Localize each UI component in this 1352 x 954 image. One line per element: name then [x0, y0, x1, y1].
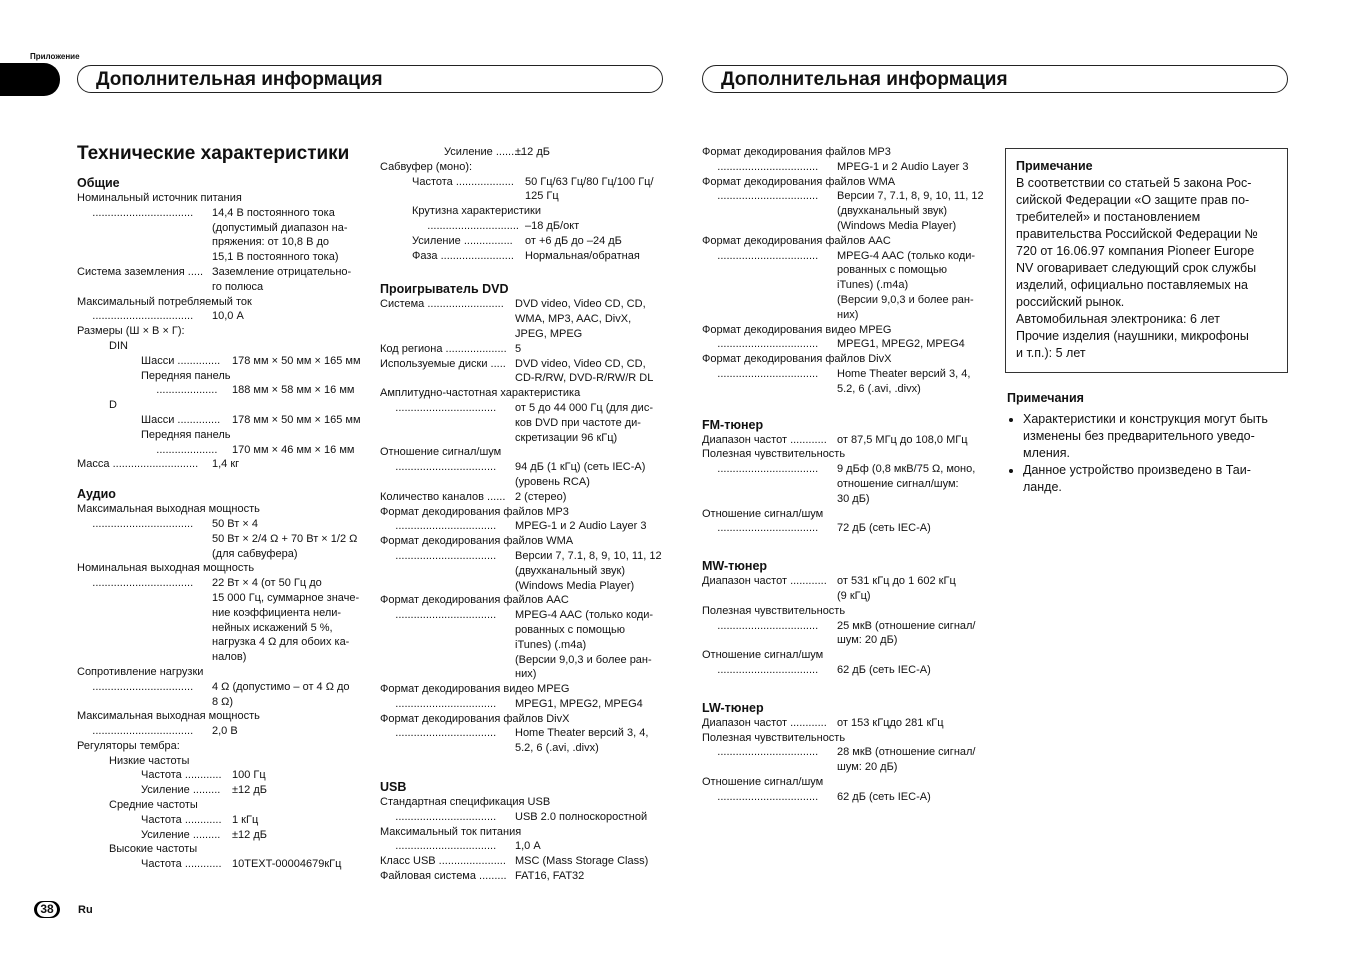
- spec-label: Номинальная выходная мощность: [77, 562, 255, 575]
- note-line: Автомобильная электроника: 6 лет: [1016, 312, 1220, 326]
- spec-value: 5: [515, 342, 522, 355]
- spec-label: Шасси: [141, 413, 175, 426]
- spec-value: (для сабвуфера): [212, 547, 298, 560]
- spec-label: Максимальная выходная мощность: [77, 503, 260, 516]
- spec-label: Стандартная спецификация USB: [380, 796, 551, 809]
- usb-title: USB: [380, 780, 407, 795]
- note-line: Прочие изделия (наушники, микрофоны: [1016, 329, 1249, 343]
- column-2: Усиление ......... ±12 дБ Сабвуфер (моно): Частота ................... 50 Гц/63 Гц/80 Гц/100 Гц/ 125 Гц Крутизна характеристики .............................. –18 дБ/окт Усиление ................ от +6 дБ до –24 дБ Фаза ........................ Нормальная/обратная Проигрыватель DVD Система ......................... DVD video, Video CD, CD, WMA, MP3, AAC, DivX, JPEG, MPEG Код региона .................... 5 Используемые диски ..... DVD video, Video CD, CD, CD-R/RW, DVD-R/RW/R DL Амплитудно-частотная характеристика ................................. от 5 до 44 000 Гц (для дис- ков DVD при частоте ди- скретизации 96 кГц) Отношение сигнал/шум ................................. 94 дБ (1 кГц) (сеть IEC-A) (уровень RCA) Количество каналов ...... 2 (стерео) Формат декодирования файлов MP3 ................................. MPEG-1 и 2 Audio Layer 3 Формат декодирования файлов WMA ................................. Версии 7, 7.1, 8, 9, 10, 11, 12 (двухканальный звук) (Windows Media Player) Формат декодирования файлов AAC ................................. MPEG-4 AAC (только коди- рованных с помощью iTunes) (.m4a) (Версии 9,0,3 и более ран- них) Формат декодирования видео MPEG ................................. MPEG1, MPEG2, MPEG4 Формат декодирования файлов DivX ................................. Home Theater версий 3, 4, 5.2, 6 (.avi, .divx) USB Стандартная спецификация USB ................................. USB 2.0 полноскоростной Максимальный ток питания ................................. 1,0 А Класс USB ...................... MSC (Mass Storage Class) Файловая система ......... FAT16, FAT32: [380, 145, 665, 884]
- general-title: Общие: [77, 176, 120, 190]
- spec-label: Формат декодирования файлов DivX: [702, 353, 892, 366]
- note-line: 720 от 16.06.97 компания Pioneer Europe: [1016, 244, 1255, 258]
- spec-label: Усиление: [141, 828, 190, 841]
- note-line: требителей» и постановлением: [1016, 210, 1201, 224]
- spec-label: Масса: [77, 458, 110, 471]
- spec-value: пряжения: от 10,8 В до: [212, 236, 330, 249]
- spec-label: Формат декодирования файлов MP3: [380, 505, 569, 518]
- column-1: Общие Номинальный источник питания ................................. 14,4 В постоянного тока (допустимый диапазон на- пряжения: от 10,8 В до 15,1 В постоянного тока) Система заземления ..... Заземление отрицательно- го полюса Максимальный потребляемый ток ................................. 10,0 А Размеры (Ш × В × Г): DIN Шасси .............. 178 мм × 50 мм × 165 мм Передняя панель .................... 188 мм × 58 мм × 16 мм D Шасси .............. 178 мм × 50 мм × 165 мм Передняя панель .................... 170 мм × 46 мм × 16 мм Масса ............................ 1,4 кг Аудио Максимальная выходная мощность ................................. 50 Вт × 4 50 Вт × 2/4 Ω + 70 Вт × 1/2 Ω (для сабвуфера) Номинальная выходная мощность ................................. 22 Вт × 4 (от 50 Гц до 15 000 Гц, суммарное значе- ние коэффициента нели- нейных искажений 5 %, нагрузка 4 Ω для обоих ка- налов) Сопротивление нагрузки ................................. 4 Ω (допустимо – от 4 Ω до 8 Ω) Максимальная выходная мощность ................................. 2,0 В Регуляторы тембра: Низкие частоты Частота ............ 100 Гц Усиление ......... ±12 дБ Средние частоты Частота ............ 1 кГц Усиление ......... ±12 дБ Высокие частоты Частота ............ 10TEXT-00004679кГц: [77, 175, 367, 872]
- spec-value: 25 мкВ (отношение сигнал/: [837, 619, 976, 632]
- spec-value: Нормальная/обратная: [525, 249, 640, 262]
- spec-value: DVD video, Video CD, CD,: [515, 298, 646, 311]
- spec-value: (двухканальный звук): [515, 564, 625, 577]
- spec-value: (Windows Media Player): [837, 219, 957, 232]
- spec-value: 1,4 кг: [212, 458, 240, 471]
- spec-value: (Версии 9,0,3 и более ран-: [837, 293, 974, 306]
- fm-title: FM-тюнер: [702, 417, 764, 432]
- audio-title: Аудио: [77, 487, 116, 502]
- spec-label: Полезная чувствительность: [702, 604, 846, 617]
- spec-value: 2 (стерео): [515, 490, 567, 503]
- spec-value: 178 мм × 50 мм × 165 мм: [232, 413, 361, 426]
- spec-value: 94 дБ (1 кГц) (сеть IEC-A): [515, 461, 646, 474]
- spec-label: Частота: [141, 858, 182, 871]
- spec-value: 2,0 В: [212, 725, 238, 738]
- spec-value: 1,0 А: [515, 840, 541, 853]
- spec-value: FAT16, FAT32: [515, 870, 585, 883]
- spec-label: Отношение сигнал/шум: [702, 775, 824, 788]
- spec-label: Максимальная выходная мощность: [77, 710, 260, 723]
- note-line: изделий, официально поставляемых на: [1016, 278, 1248, 292]
- spec-value: (двухканальный звук): [837, 205, 947, 218]
- main-title: Технические характеристики: [77, 143, 350, 164]
- spec-label: Усиление: [141, 784, 190, 797]
- spec-value: (допустимый диапазон на-: [212, 221, 348, 234]
- spec-label: Высокие частоты: [109, 843, 198, 856]
- spec-value: шум: 20 дБ): [837, 634, 898, 647]
- spec-label: Усиление: [444, 146, 493, 158]
- spec-label: Код региона: [380, 342, 443, 355]
- spec-value: 72 дБ (сеть IEC-A): [837, 522, 931, 535]
- spec-value: рованных с помощью: [515, 623, 626, 636]
- note-line: сийской Федерации «О защите прав по-: [1016, 193, 1250, 207]
- spec-value: ков DVD при частоте ди-: [515, 416, 641, 429]
- spec-value: 125 Гц: [525, 190, 559, 203]
- spec-value: Home Theater версий 3, 4,: [515, 727, 649, 740]
- spec-value: 15 000 Гц, суммарное значе-: [212, 591, 360, 604]
- spec-value: Версии 7, 7.1, 8, 9, 10, 11, 12: [837, 190, 984, 203]
- spec-value: 62 дБ (сеть IEC-A): [837, 790, 931, 803]
- spec-label: Сабвуфер (моно):: [380, 160, 473, 173]
- spec-label: Фаза: [412, 249, 438, 262]
- spec-label: Диапазон частот: [702, 575, 788, 588]
- spec-label: Формат декодирования файлов WMA: [702, 175, 896, 188]
- spec-value: 14,4 В постоянного тока: [212, 206, 335, 219]
- spec-value: 50 Гц/63 Гц/80 Гц/100 Гц/: [525, 175, 654, 188]
- spec-value: MPEG-4 AAC (только коди-: [515, 609, 654, 622]
- spec-label: Система заземления: [77, 265, 185, 278]
- spec-label: Класс USB: [380, 855, 436, 868]
- spec-value: них): [837, 308, 859, 321]
- spec-label: Низкие частоты: [109, 754, 190, 767]
- header-right: Дополнительная информация: [702, 65, 1288, 93]
- spec-value: отношение сигнал/шум:: [837, 477, 959, 490]
- spec-label: Полезная чувствительность: [702, 448, 846, 461]
- spec-value: 8 Ω): [212, 695, 234, 708]
- spec-value: 5.2, 6 (.avi, .divx): [515, 742, 599, 755]
- spec-value: MPEG-1 и 2 Audio Layer 3: [837, 160, 969, 173]
- spec-value: iTunes) (.m4a): [837, 279, 909, 292]
- spec-value: нейных искажений 5 %,: [212, 621, 333, 634]
- spec-value: нагрузка 4 Ω для обоих ка-: [212, 636, 350, 649]
- spec-label: Формат декодирования видео MPEG: [702, 323, 892, 336]
- spec-value: 100 Гц: [232, 769, 266, 782]
- spec-value: 9 дБф (0,8 мкВ/75 Ω, моно,: [837, 463, 976, 476]
- spec-label: Сопротивление нагрузки: [77, 665, 204, 678]
- spec-label: Диапазон частот: [702, 433, 788, 446]
- spec-value: 10,0 А: [212, 310, 244, 323]
- header-left: Дополнительная информация: [77, 65, 663, 93]
- note-line: В соответствии со статьей 5 закона Рос-: [1016, 176, 1252, 190]
- spec-label: Частота: [141, 813, 182, 826]
- dvd-title: Проигрыватель DVD: [380, 282, 509, 297]
- spec-label: Формат декодирования файлов AAC: [702, 234, 891, 247]
- spec-label: Отношение сигнал/шум: [702, 649, 824, 662]
- section-label: Приложение: [30, 52, 80, 61]
- note-line: NV оговаривает следующий срок службы: [1016, 261, 1257, 275]
- spec-value: WMA, MP3, AAC, DivX,: [515, 313, 632, 326]
- spec-label: Крутизна характеристики: [412, 205, 541, 218]
- spec-value: JPEG, MPEG: [515, 327, 583, 340]
- spec-value: го полюса: [212, 280, 264, 293]
- spec-label: Отношение сигнал/шум: [702, 507, 824, 520]
- spec-label: Формат декодирования файлов WMA: [380, 535, 574, 548]
- list-item: • Характеристики и конструкция могут быть изменены без предварительного уведо- мления.: [1023, 411, 1292, 462]
- spec-value: от 531 кГц до 1 602 кГц: [837, 575, 956, 588]
- spec-value: 50 Вт × 4: [212, 517, 258, 530]
- spec-value: скретизации 96 кГц): [515, 431, 618, 444]
- spec-value: 28 мкВ (отношение сигнал/: [837, 746, 976, 759]
- spec-value: рованных с помощью: [837, 264, 948, 277]
- spec-value: MPEG-4 AAC (только коди-: [837, 249, 976, 262]
- spec-label: Передняя панель: [141, 369, 231, 382]
- spec-value: CD-R/RW, DVD-R/RW/R DL: [515, 372, 654, 385]
- spec-label: Частота: [412, 175, 453, 188]
- spec-value: налов): [212, 651, 247, 664]
- spec-label: Средние частоты: [109, 799, 198, 812]
- notes-title: Примечания: [1007, 391, 1084, 405]
- spec-value: ±12 дБ: [232, 828, 267, 841]
- spec-value: (Windows Media Player): [515, 579, 635, 592]
- spec-label: Регуляторы тембра:: [77, 739, 180, 752]
- note-line: российский рынок.: [1016, 295, 1125, 309]
- spec-value: Версии 7, 7.1, 8, 9, 10, 11, 12: [515, 549, 662, 562]
- spec-value: (Версии 9,0,3 и более ран-: [515, 653, 652, 666]
- spec-value: 5.2, 6 (.avi, .divx): [837, 382, 921, 395]
- spec-label: Полезная чувствительность: [702, 731, 846, 744]
- spec-value: от +6 дБ до –24 дБ: [525, 234, 622, 247]
- spec-value: 62 дБ (сеть IEC-A): [837, 663, 931, 676]
- spec-value: 4 Ω (допустимо – от 4 Ω до: [212, 680, 350, 693]
- spec-value: (9 кГц): [837, 589, 871, 602]
- lw-title: LW-тюнер: [702, 700, 764, 715]
- spec-value: MPEG1, MPEG2, MPEG4: [515, 697, 643, 710]
- spec-value: 50 Вт × 2/4 Ω + 70 Вт × 1/2 Ω: [212, 532, 358, 545]
- spec-value: 188 мм × 58 мм × 16 мм: [232, 384, 355, 397]
- spec-label: Передняя панель: [141, 428, 231, 441]
- spec-value: 22 Вт × 4 (от 50 Гц до: [212, 577, 322, 590]
- spec-value: от 5 до 44 000 Гц (для дис-: [515, 401, 653, 414]
- spec-value: ±12 дБ: [515, 146, 550, 158]
- section-tab-marker: [0, 63, 60, 96]
- spec-value: –18 дБ/окт: [525, 219, 580, 232]
- spec-label: Максимальный ток питания: [380, 825, 522, 838]
- spec-label: DIN: [109, 339, 128, 352]
- spec-label: D: [109, 399, 117, 412]
- spec-value: MSC (Mass Storage Class): [515, 855, 649, 868]
- column-3: Формат декодирования файлов MP3 ................................. MPEG-1 и 2 Audio Layer 3 Формат декодирования файлов WMA ................................. Версии 7, 7.1, 8, 9, 10, 11, 12 (двухканальный звук) (Windows Media Player) Формат декодирования файлов AAC ................................. MPEG-4 AAC (только коди- рованных с помощью iTunes) (.m4a) (Версии 9,0,3 и более ран- них) Формат декодирования видео MPEG ................................. MPEG1, MPEG2, MPEG4 Формат декодирования файлов DivX ................................. Home Theater версий 3, 4, 5.2, 6 (.avi, .divx) FM-тюнер Диапазон частот ............ от 87,5 МГц до 108,0 МГц Полезная чувствительность ................................. 9 дБф (0,8 мкВ/75 Ω, моно, отношение сигнал/шум: 30 дБ) Отношение сигнал/шум ................................. 72 дБ (сеть IEC-A) MW-тюнер Диапазон частот ............ от 531 кГц до 1 602 кГц (9 кГц) Полезная чувствительность ................................. 25 мкВ (отношение сигнал/ шум: 20 дБ) Отношение сигнал/шум ................................. 62 дБ (сеть IEC-A) LW-тюнер Диапазон частот ............ от 153 кГцдо 281 кГц Полезная чувствительность ................................. 28 мкВ (отношение сигнал/ шум: 20 дБ) Отношение сигнал/шум ................................. 62 дБ (сеть IEC-A): [702, 145, 992, 804]
- spec-value: 1 кГц: [232, 813, 259, 826]
- spec-label: Диапазон частот: [702, 716, 788, 729]
- spec-label: Амплитудно-частотная характеристика: [380, 387, 581, 400]
- mw-title: MW-тюнер: [702, 559, 768, 574]
- spec-value: Заземление отрицательно-: [212, 265, 352, 278]
- spec-value: от 153 кГцдо 281 кГц: [837, 716, 944, 729]
- spec-value: 170 мм × 46 мм × 16 мм: [232, 443, 355, 456]
- spec-value: MPEG1, MPEG2, MPEG4: [837, 338, 965, 351]
- spec-value: 30 дБ): [837, 492, 870, 505]
- language-label: Ru: [78, 904, 93, 916]
- spec-label: Файловая система: [380, 870, 476, 883]
- spec-label: Формат декодирования файлов MP3: [702, 146, 891, 158]
- spec-value: Home Theater версий 3, 4,: [837, 367, 971, 380]
- spec-value: от 87,5 МГц до 108,0 МГц: [837, 433, 968, 446]
- spec-value: DVD video, Video CD, CD,: [515, 357, 646, 370]
- spec-value: 178 мм × 50 мм × 165 мм: [232, 354, 361, 367]
- spec-label: Размеры (Ш × В × Г):: [77, 325, 185, 338]
- list-item: • Данное устройство произведено в Таи- ланде.: [1023, 462, 1292, 496]
- note-box: [1005, 148, 1288, 373]
- note-line: и т.п.): 5 лет: [1016, 346, 1086, 360]
- spec-value: MPEG-1 и 2 Audio Layer 3: [515, 520, 647, 533]
- spec-label: Формат декодирования файлов DivX: [380, 712, 570, 725]
- spec-label: Номинальный источник питания: [77, 192, 242, 204]
- spec-value: ние коэффициента нели-: [212, 606, 342, 619]
- spec-label: Отношение сигнал/шум: [380, 446, 502, 459]
- spec-value: 15,1 В постоянного тока): [212, 251, 339, 264]
- spec-label: Формат декодирования видео MPEG: [380, 683, 570, 696]
- spec-label: Система: [380, 298, 425, 311]
- spec-label: Частота: [141, 769, 182, 782]
- spec-label: Шасси: [141, 354, 175, 367]
- spec-label: Используемые диски: [380, 357, 488, 370]
- spec-value: них): [515, 668, 537, 681]
- spec-label: Максимальный потребляемый ток: [77, 295, 252, 308]
- page-number: 38: [34, 901, 60, 918]
- spec-label: Формат декодирования файлов AAC: [380, 594, 569, 607]
- spec-label: Усиление: [412, 234, 461, 247]
- note-line: правительства Российской Федерации №: [1016, 227, 1258, 241]
- spec-value: ±12 дБ: [232, 784, 267, 797]
- note-title: Примечание: [1016, 159, 1093, 173]
- spec-label: Количество каналов: [380, 490, 484, 503]
- spec-value: шум: 20 дБ): [837, 761, 898, 774]
- spec-value: iTunes) (.m4a): [515, 638, 587, 651]
- notes-section: [1007, 390, 1292, 496]
- spec-value: (уровень RCA): [515, 475, 590, 488]
- spec-value: 10TEXT-00004679кГц: [232, 858, 342, 871]
- spec-value: USB 2.0 полноскоростной: [515, 810, 648, 823]
